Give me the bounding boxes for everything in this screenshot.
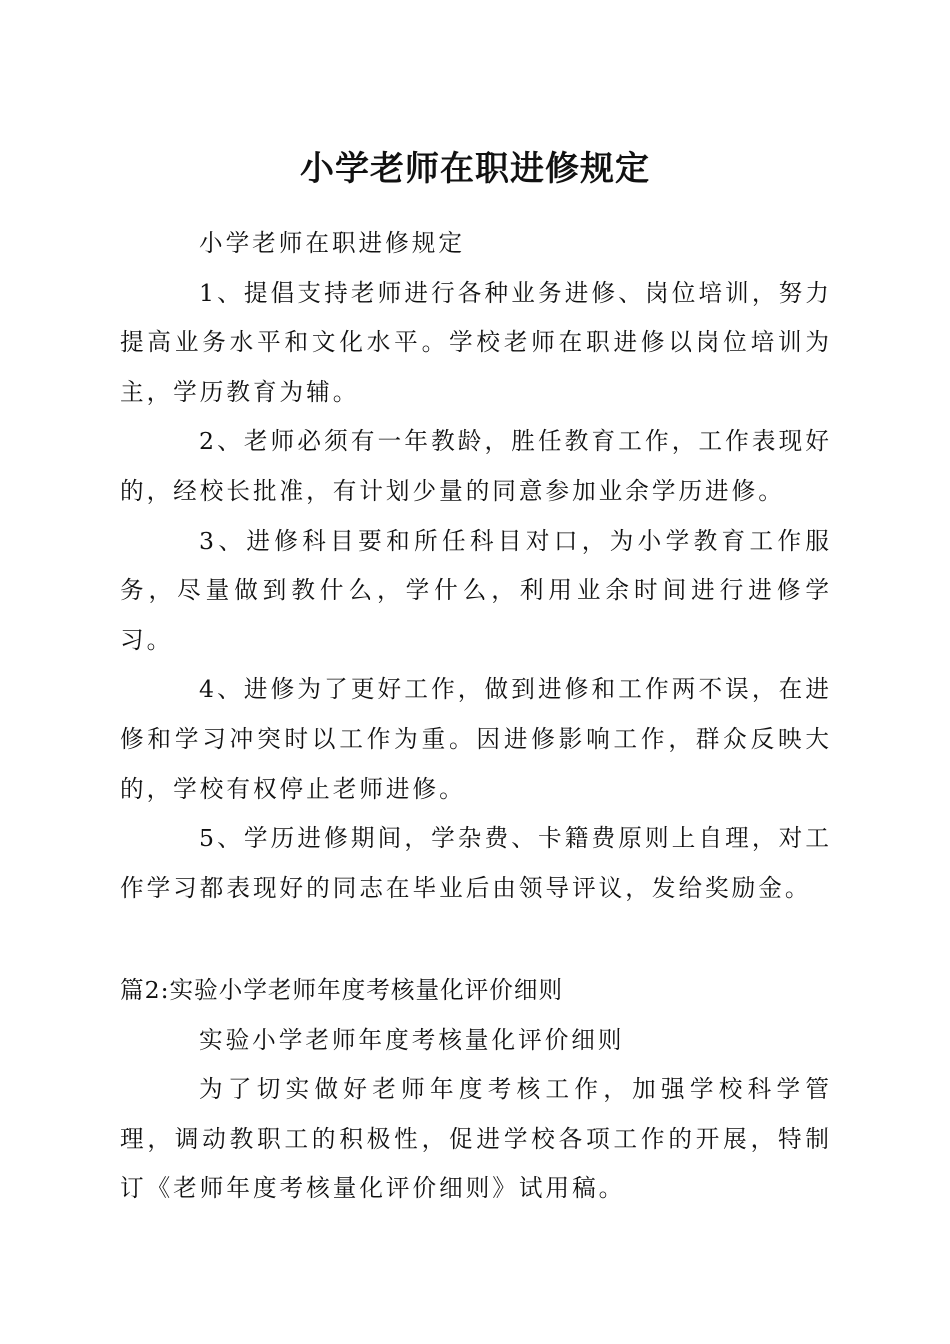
document-body: [120, 219, 832, 913]
section-2-heading: 篇2:实验小学老师年度考核量化评价细则: [120, 976, 564, 1004]
section-2-subtitle: 实验小学老师年度考核量化评价细则: [199, 1025, 625, 1054]
paragraph-2: 2、老师必须有一年教龄，胜任教育工作，工作表现好的，经校长批准，有计划少量的同意参加业余学历进修。: [120, 427, 832, 505]
document-subtitle: 小学老师在职进修规定: [199, 229, 465, 257]
paragraph-1: 1、提倡支持老师进行各种业务进修、岗位培训，努力提高业务水平和文化水平。学校老师在职进修以岗位培训为主，学历教育为辅。: [120, 278, 832, 406]
paragraph-5: 5、学历进修期间，学杂费、卡籍费原则上自理，对工作学习都表现好的同志在毕业后由领导评议，发给奖励金。: [120, 824, 832, 902]
paragraph-3: 3、进修科目要和所任科目对口，为小学教育工作服务，尽量做到教什么，学什么，利用业余时间进行进修学习。: [120, 526, 832, 654]
document-title: 小学老师在职进修规定: [300, 149, 650, 189]
paragraph-4: 4、进修为了更好工作，做到进修和工作两不误，在进修和学习冲突时以工作为重。因进修影响工作，群众反映大的，学校有权停止老师进修。: [120, 675, 832, 803]
section-2-paragraph: 为了切实做好老师年度考核工作，加强学校科学管理，调动教职工的积极性，促进学校各项工作的开展，特制订《老师年度考核量化评价细则》试用稿。: [120, 1075, 832, 1203]
section-2: [120, 966, 832, 1214]
